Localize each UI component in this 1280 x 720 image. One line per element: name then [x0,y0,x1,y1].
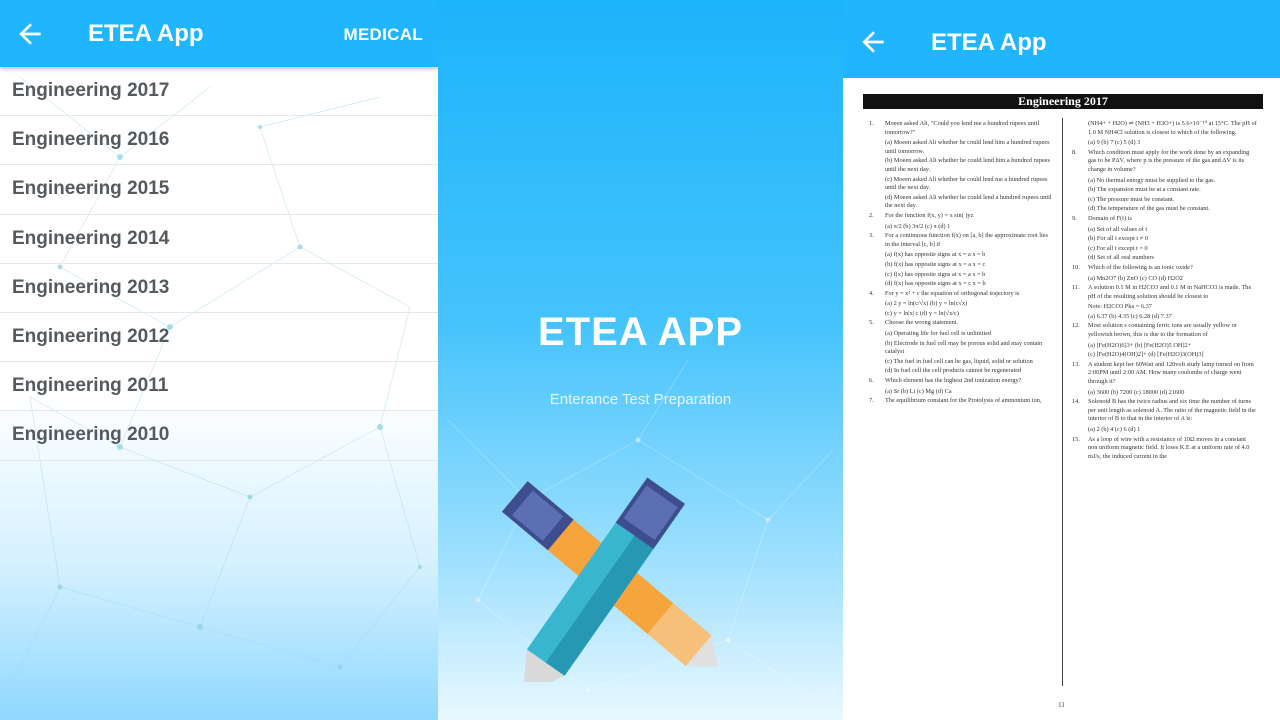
list-item-label: Engineering 2015 [12,178,170,200]
list-item[interactable] [0,411,438,460]
list-item-label: Engineering 2010 [12,424,170,446]
list-item[interactable] [0,362,438,411]
question-option: (b) Moeen asked Ali whether he could lend him a hundred rupees until the next day. [885,157,1050,173]
question-option: (b) For all t except t ≠ 0 [1088,235,1148,243]
question-option: (d) Moeen asked Ali whether he could lend a hundred rupees until the next day. [885,193,1052,210]
question-option: (c) f(x) has opposite signs at x = a x = b [885,270,986,278]
question-text: Most solution s containing ferric ions are usually yellow or yellowish brown, this is due to the formation of [1088,322,1237,339]
question-text: (NH4+ + H2O) ⇌ (NH3 + H3O+) is 5.6×10⁻¹⁰ at 15°C. The pH of 1.0 M NH4Cl solution is closest to which of the following. [1088,120,1257,136]
question-item [1072,149,1257,175]
list-item-label: Engineering 2016 [12,129,170,151]
question-option: (a) 2 (b) 4 (c) 6 (d) 1 [1088,426,1141,433]
question-item [869,290,1054,299]
question-item [1072,215,1257,224]
question-text: Moeen asked Ali, "Could you lend me a hundred rupees until tomorrow?" [885,120,1040,136]
question-text: For the function f(x, y) = x sin( )yz [885,211,974,219]
question-text: A solution 0.1 M in H2CO3 and 0.1 M in NaHCO3 is made. The pH of the resulting solution should be closest to [1088,284,1252,300]
question-option: (a) 6.37 (b) 4.35 (c) 6.28 (d) 7.37 [1088,312,1172,320]
splash-screen [438,0,843,720]
arrow-left-icon[interactable] [14,18,46,50]
question-option: (a) π/2 (b) 3π/2 (c) π (d) 1 [885,222,951,230]
splash-tagline: Enterance Test Preparation [549,391,732,408]
question-option: (d) In fuel cell the cell products cannot be regenerated [885,367,1022,375]
question-option: (a) f(x) has opposite signs at x = a x = b [885,251,986,259]
question-number: 13. [1072,360,1080,368]
question-option: (d) f(x) has opposite signs at x = c x = b [885,280,986,288]
question-text: Which element has the highest 2nd ionization energy? [885,377,1022,385]
question-option: (a) Moeen asked Ali whether he could lend him a hundred rupees until tomorrow. [885,139,1050,155]
question-number: 6. [869,377,874,385]
question-option: (a) [Fe(H2O)6]3+ (b) [Fe(H2O)5 OH]2+ [1088,341,1192,349]
list-item-label: Engineering 2012 [12,326,170,348]
question-option: (a) No thermal energy must be supplied to the gas. [1088,176,1216,184]
list-item[interactable] [0,165,438,214]
question-option: (d) Set of all real numbers [1088,254,1154,262]
paper-list [0,67,438,461]
question-item [869,377,1054,386]
list-item[interactable] [0,264,438,313]
document-heading: Engineering 2017 [863,94,1263,109]
question-text: As a loop of wire with a resistance of 10Ω moves in a constant non uniform magnetic field. It loses K.E at a uniform rate of 4.0 mJ/s, the induced current in the [1088,435,1250,460]
question-text: A student kept her 60Watt and 120volt study lamp turned on from 2:00PM until 2:00 AM. How many coulombs of charge went through it? [1088,360,1254,386]
medical-button[interactable]: MEDICAL [343,25,423,44]
document-app-bar [843,0,1280,78]
question-item [1072,264,1257,273]
column-divider [1062,118,1063,686]
question-option: (a) 3600 (b) 7200 (c) 18000 (d) 21600 [1088,388,1185,396]
question-number [1072,120,1088,137]
question-text: For a continuous function f(x) on [a, b] the approximate root lies in the interval [c, b] if [885,232,1048,248]
question-number: 9. [1072,214,1077,222]
question-option: (c) The pressure must be constant. [1088,195,1175,203]
question-option: (a) 9 (b) 7 (c) 5 (d) 3 [1088,139,1141,147]
question-number: 1. [869,120,874,127]
arrow-left-icon[interactable] [857,26,889,58]
page-number: 11 [1058,701,1065,709]
question-item [1072,284,1257,301]
question-number: 3. [869,232,874,240]
question-number: 2. [869,211,874,219]
question-text: Domain of F(t) is [1088,214,1132,222]
question-text: Which of the following is an ionic oxide? [1088,263,1193,271]
question-item [1072,436,1257,462]
paper-list-screen [0,0,438,720]
question-number: 12. [1072,322,1080,330]
question-option: Note: H2CO3 Pka = 6.37 [1088,303,1152,311]
question-item [869,120,1054,137]
question-item [1072,322,1257,339]
app-title: ETEA App [88,20,204,47]
list-app-bar [0,0,438,67]
question-option: (d) The temperature of the gas must be constant. [1088,205,1210,213]
app-title: ETEA App [931,29,1047,56]
list-item-label: Engineering 2013 [12,276,170,298]
question-option: (b) Electrode in fuel cell may be porous solid and may contain catalyst [885,339,1043,356]
question-number: 15. [1072,435,1080,443]
question-item [1072,398,1257,424]
document-left-column [869,120,1054,690]
question-text: Which condition must apply for the work done by an expanding gas to be PΔV, where p is the pressure of the gas and ΔV is its change in volume? [1088,148,1250,173]
document-screen [843,0,1280,720]
list-item[interactable] [0,67,438,116]
question-item [1072,120,1257,137]
question-number: 4. [869,289,874,297]
question-option: (c) The fuel in fuel cell can be gas, liquid, solid or solution [885,357,1033,365]
list-item[interactable] [0,215,438,264]
question-text: The equilibrium constant for the Protolysis of ammonium ion, [885,397,1042,405]
question-item [869,212,1054,221]
question-number: 8. [1072,148,1077,156]
question-item [869,397,1054,406]
question-number: 5. [869,319,874,327]
question-item [1072,361,1257,387]
question-option: (b) The expansion must be at a constant rate. [1088,186,1201,194]
list-item-label: Engineering 2011 [12,375,169,397]
list-item[interactable] [0,116,438,165]
question-item [869,232,1054,249]
question-option: (a) Sr (b) Li (c) Mg (d) Ca [885,387,952,395]
document-right-column [1072,120,1257,690]
question-number: 14. [1072,398,1080,406]
question-text: Choose the wrong statement. [885,319,959,327]
question-text: For y = x² + c the equation of orthogonal trajectory is [885,289,1020,297]
question-item [869,319,1054,328]
question-number: 11. [1072,284,1080,292]
question-option: (b) f(x) has opposite signs at x = a x = c [885,260,986,268]
question-option: (c) [Fe(H2O)4(OH)2]+ (d) [Fe(H2O)3(OH)3] [1088,351,1204,359]
question-option: (a) 2 y = ln(c/√x) (b) y = ln(c√x) [885,300,968,308]
question-option: (c) y = ln|x| c (d) y = ln(√x/c) [885,309,959,317]
splash-app-name: ETEA APP [537,310,744,354]
list-item[interactable] [0,313,438,362]
question-text: Solenoid B has the twice radius and six time the number of turns per unit length as solenoid A. The ratio of the magnetic field in the interior of B to that in the interior of A is: [1088,398,1256,423]
question-option: (c) Moeen asked Ali whether he could lend me a hundred rupees until the next day. [885,175,1048,192]
question-option: (c) For all t except t = 0 [1088,244,1148,252]
crossed-pencil-ruler-icon [478,462,738,682]
question-number: 7. [869,397,874,405]
question-option: (a) Operating life for fuel cell is unlimited [885,330,992,338]
question-option: (a) Set of all values of t [1088,225,1148,233]
list-item-label: Engineering 2017 [12,80,170,102]
question-option: (a) Mn2O7 (b) ZnO (c) CO (d) H2O2 [1088,274,1183,282]
question-number: 10. [1072,263,1080,271]
list-item-label: Engineering 2014 [12,227,170,249]
